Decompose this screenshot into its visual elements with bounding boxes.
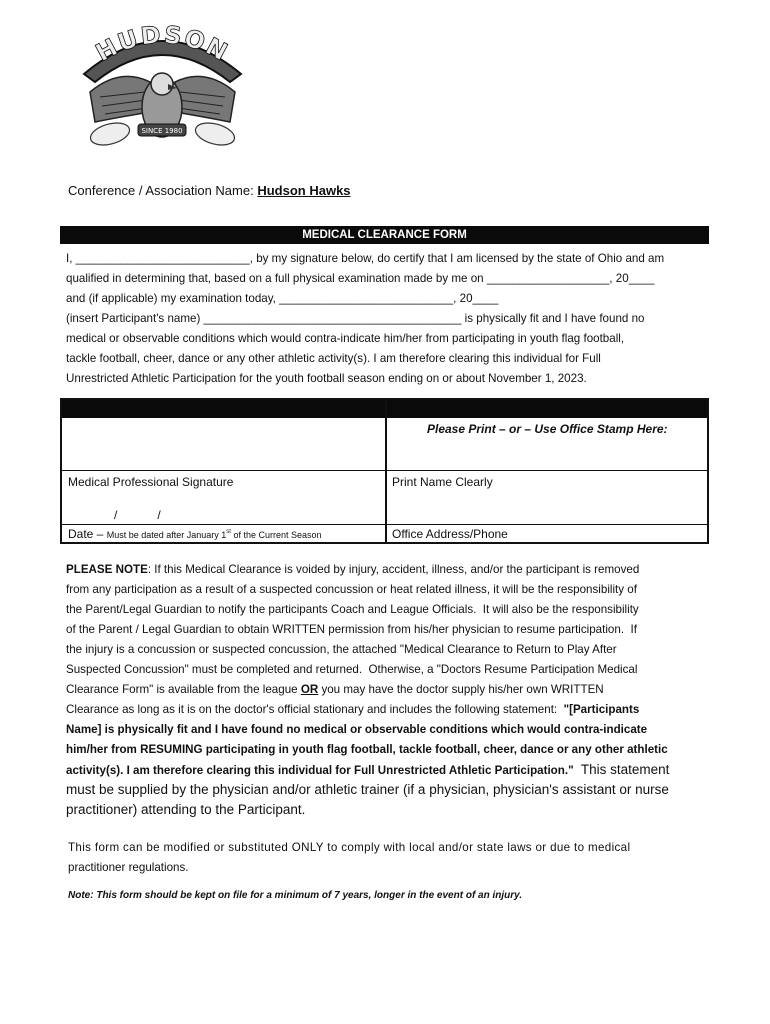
hudson-hawks-logo	[80, 22, 245, 152]
note-line	[66, 620, 703, 640]
office-address-label: Office Address/Phone	[392, 527, 508, 541]
date-label-line	[68, 527, 322, 541]
cert-line: qualified in determining that, based on a full physical examination made by me on ___________________, 20____	[66, 272, 655, 285]
note-line	[66, 640, 703, 660]
note-line	[66, 580, 703, 600]
cert-line: Unrestricted Athletic Participation for the youth football season ending on or about November 1, 2023.	[66, 372, 587, 385]
note-text-bold: Name] is physically fit and I have found no medical or observable conditions which would contra-indicate	[66, 723, 648, 736]
cert-line: medical or observable conditions which would contra-indicate him/her from participating in youth flag football,	[66, 332, 625, 345]
note-line	[66, 680, 703, 700]
note-text-big: must be supplied by the physician and/or athletic trainer (if a physician, physician's assistant or nurse	[66, 782, 669, 797]
form-title: MEDICAL CLEARANCE FORM	[60, 226, 709, 244]
signature-table	[60, 398, 709, 544]
note-text-text: Clearance as long as it is on the doctor's official stationary and includes the following statement:	[66, 703, 564, 716]
note-line	[66, 560, 703, 580]
note-text-text: Suspected Concussion" must be completed and returned. Otherwise, a "Doctors Resume Participation Medical	[66, 663, 638, 676]
note-line	[66, 740, 703, 760]
print-name-label: Print Name Clearly	[392, 475, 493, 489]
note-line	[66, 720, 703, 740]
note-line	[66, 700, 703, 720]
note-text-text: : If this Medical Clearance is voided by injury, accident, illness, and/or the participant is removed	[147, 563, 640, 576]
note-text-boldu: OR	[300, 683, 319, 696]
note-line	[66, 600, 703, 620]
signature-label: Medical Professional Signature	[68, 475, 234, 489]
note-text-bold: him/her from RESUMING participating in youth flag football, tackle football, cheer, dance or any other athletic	[66, 743, 668, 756]
modification-paragraph	[68, 838, 703, 878]
cert-line: (insert Participant's name) ________________________________________ is physically fit and I have found no	[66, 312, 645, 325]
note-text-bold: activity(s). I am therefore clearing this individual for Full Unrestricted Athletic Participation."	[66, 764, 574, 777]
table-divider	[62, 470, 707, 471]
date-label: Date –	[68, 527, 104, 541]
note-text-text2: you may have the doctor supply his/her own WRITTEN	[318, 683, 604, 696]
note-text-text: Clearance Form" is available from the league	[66, 683, 301, 696]
eagle-logo-icon	[80, 22, 245, 152]
certification-paragraph	[66, 249, 703, 389]
stamp-label: Please Print – or – Use Office Stamp Here:	[427, 422, 668, 436]
modify-line: This form can be modified or substituted ONLY to comply with local and/or state laws or due to medical	[68, 841, 631, 854]
note-line	[66, 660, 703, 680]
note-text-text: from any participation as a result of a suspected concussion or heat related illness, it will be the responsibility of	[66, 583, 637, 596]
cert-line: tackle football, cheer, dance or any other athletic activity(s). I am therefore clearing this individual for Full	[66, 352, 601, 365]
retention-note: Note: This form should be kept on file for a minimum of 7 years, longer in the event of an injury.	[68, 890, 523, 901]
conference-line	[68, 183, 351, 198]
note-text-bold: PLEASE NOTE	[66, 563, 148, 576]
note-line	[66, 760, 703, 780]
cert-line: and (if applicable) my examination today, ___________________________, 20____	[66, 292, 499, 305]
note-text-text: the Parent/Legal Guardian to notify the participants Coach and League Officials. It will also be the responsibility	[66, 603, 639, 616]
modify-line: practitioner regulations.	[68, 861, 189, 874]
date-slashes: / /	[114, 508, 161, 522]
note-text-text: the injury is a concussion or suspected concussion, the attached "Medical Clearance to Return to Play After	[66, 643, 617, 656]
conference-value: Hudson Hawks	[257, 183, 351, 198]
date-note-tail: of the Current Season	[230, 530, 322, 540]
note-text-text: of the Parent / Legal Guardian to obtain WRITTEN permission from his/her physician to resume participation. If	[66, 623, 637, 636]
svg-text:SINCE 1980: SINCE 1980	[141, 127, 183, 135]
table-divider	[62, 524, 707, 525]
svg-text:HUDSON: HUDSON	[91, 22, 234, 68]
note-line	[66, 800, 703, 820]
date-note: Must be dated after January 1	[106, 530, 227, 540]
note-text-bold: "[Participants	[563, 703, 640, 716]
note-line	[66, 780, 703, 800]
conference-label: Conference / Association Name:	[68, 183, 254, 198]
table-divider	[385, 400, 387, 542]
note-text-big: This statement	[573, 762, 670, 777]
cert-line: I, ___________________________, by my signature below, do certify that I am licensed by the state of Ohio and am	[66, 252, 665, 265]
please-note-paragraph	[66, 560, 703, 820]
note-text-big: practitioner) attending to the Participant.	[66, 802, 306, 817]
date-note-sup: st	[226, 529, 231, 535]
